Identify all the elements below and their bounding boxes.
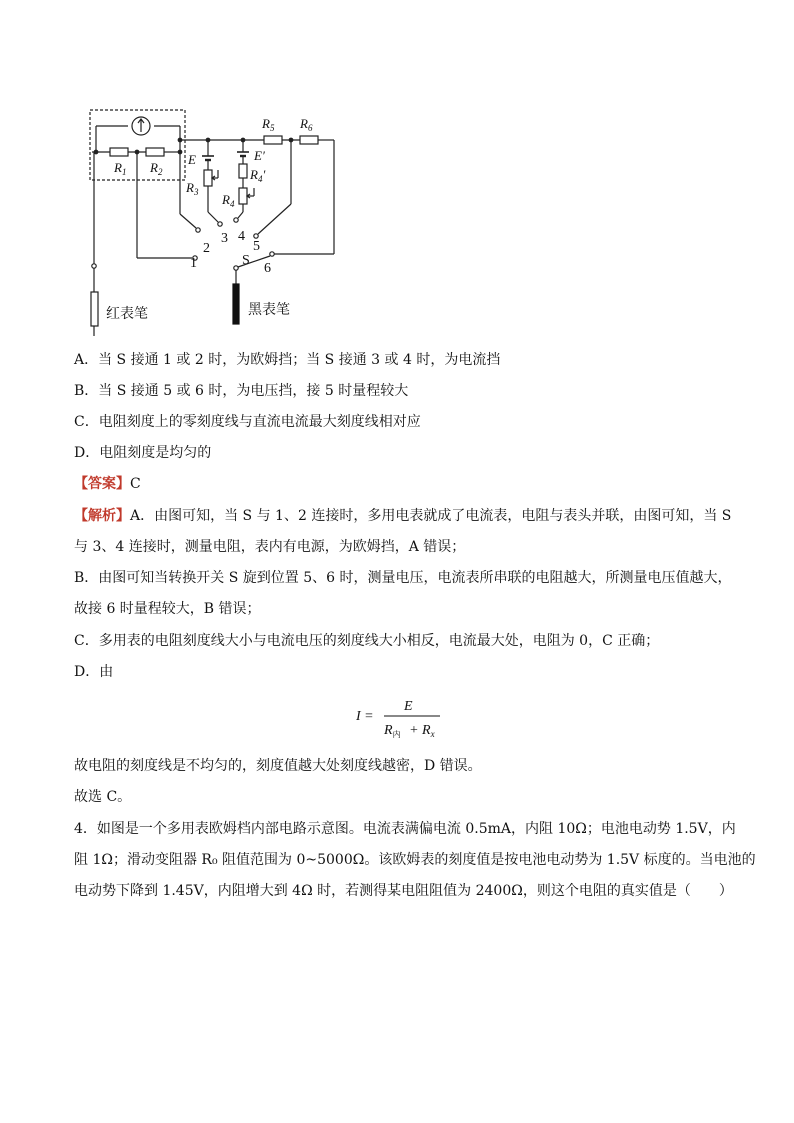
option-c: C．电阻刻度上的零刻度线与直流电流最大刻度线相对应	[74, 414, 421, 430]
terminal-6	[270, 252, 274, 256]
label-red-probe: 红表笔	[106, 307, 148, 322]
label-r4: R	[222, 192, 230, 207]
analysis-line-5: C．多用表的电阻刻度线大小与电流电压的刻度线大小相反，电流最大处，电阻为 0，C 正确；	[74, 633, 660, 649]
formula-den-a-sub: 内	[392, 730, 401, 739]
selector-switch-pivot	[234, 266, 238, 270]
label-r2: R	[150, 160, 158, 175]
black-probe-icon	[233, 284, 239, 324]
answer-tag: 【答案】	[74, 476, 130, 492]
label-r3: R	[186, 180, 194, 195]
formula-den-b: R	[422, 723, 431, 738]
analysis-line-8: 故选 C。	[74, 789, 132, 805]
ohm-formula	[356, 692, 446, 740]
label-e-prime: E′	[254, 148, 265, 163]
question4-line-3: 电动势下降到 1.45V，内阻增大到 4Ω 时，若测得某电阻阻值为 2400Ω，则这个电阻的真实值是（ ）	[74, 883, 733, 899]
svg-text:R4	[221, 192, 235, 209]
label-r4-prime: R	[250, 167, 258, 182]
svg-text:R5	[261, 116, 275, 133]
answer-value: C	[130, 476, 141, 492]
label-black-probe: 黑表笔	[248, 303, 290, 318]
label-terminal-6: 6	[264, 261, 271, 276]
terminal-4	[234, 218, 238, 222]
label-r6: R	[300, 116, 308, 131]
svg-text:R2	[149, 160, 163, 177]
rheostat-r4	[239, 188, 247, 204]
formula-numerator: E	[404, 699, 413, 714]
analysis-text-1: A．由图可知，当 S 与 1、2 连接时，多用电表就成了电流表，电阻与表头并联，由图可知，当 S	[130, 508, 732, 524]
red-probe-icon	[91, 292, 98, 326]
label-terminal-4: 4	[238, 229, 245, 244]
label-r5-sub: 5	[269, 123, 275, 133]
label-terminal-1: 1	[190, 256, 197, 271]
resistor-r4-prime	[239, 164, 247, 178]
analysis-tag: 【解析】	[74, 508, 130, 524]
formula-den-a: R	[384, 723, 393, 738]
label-e: E	[188, 152, 196, 167]
analysis-line-7: 故电阻的刻度线是不均匀的，刻度值越大处刻度线越密，D 错误。	[74, 758, 482, 774]
label-terminal-5: 5	[253, 239, 260, 254]
label-r3-sub: 3	[193, 187, 199, 197]
terminal-2	[196, 228, 200, 232]
option-a: A．当 S 接通 1 或 2 时，为欧姆挡；当 S 接通 3 或 4 时，为电流挡	[74, 352, 501, 368]
label-r2-sub: 2	[157, 167, 163, 177]
formula-plus: +	[410, 723, 418, 738]
svg-text:R1	[113, 160, 126, 177]
terminal-5	[254, 234, 258, 238]
label-r1: R	[114, 160, 122, 175]
analysis-line-1	[74, 506, 731, 526]
analysis-line-4: 故接 6 时量程较大，B 错误；	[74, 601, 261, 617]
question4-line-1: 4．如图是一个多用表欧姆档内部电路示意图。电流表满偏电流 0.5mA，内阻 10Ω；电池电动势 1.5V，内	[74, 821, 736, 837]
resistor-r2	[146, 148, 164, 156]
option-d: D．电阻刻度是均匀的	[74, 445, 212, 461]
svg-text:R3	[185, 180, 199, 197]
terminal-3	[218, 222, 222, 226]
label-r4-prime-sub: 4	[257, 174, 263, 184]
rheostat-r3	[204, 170, 212, 186]
question4-line-2: 阻 1Ω；滑动变阻器 R₀ 阻值范围为 0~5000Ω。该欧姆表的刻度值是按电池电动势为 1.5V 标度的。当电池的	[74, 852, 756, 868]
option-b: B．当 S 接通 5 或 6 时，为电压挡，接 5 时量程较大	[74, 383, 409, 399]
analysis-line-2: 与 3、4 连接时，测量电阻，表内有电源，为欧姆挡，A 错误；	[74, 539, 466, 555]
label-switch-s: S	[242, 253, 250, 268]
svg-text:R4′: $R_4'$	[250, 167, 266, 184]
multimeter-circuit-diagram	[78, 104, 348, 336]
label-r1-sub: 1	[121, 167, 127, 177]
svg-text:R6	[299, 116, 313, 133]
svg-text:Rx	[421, 723, 435, 739]
label-r5: R	[262, 116, 270, 131]
svg-text:R内	[383, 723, 401, 739]
formula-den-b-sub: x	[430, 729, 435, 739]
resistor-r6	[300, 136, 318, 144]
label-terminal-2: 2	[203, 241, 210, 256]
resistor-r5	[264, 136, 282, 144]
analysis-line-3: B．由图可知当转换开关 S 旋到位置 5、6 时，测量电压，电流表所串联的电阻越大，所测量电压值越大，	[74, 570, 732, 586]
label-terminal-3: 3	[221, 231, 228, 246]
analysis-line-6: D．由	[74, 664, 114, 680]
formula-lhs: I =	[356, 709, 374, 724]
answer-line	[74, 474, 141, 494]
label-r6-sub: 6	[307, 123, 313, 133]
resistor-r1	[110, 148, 128, 156]
label-r4-sub: 4	[229, 199, 235, 209]
